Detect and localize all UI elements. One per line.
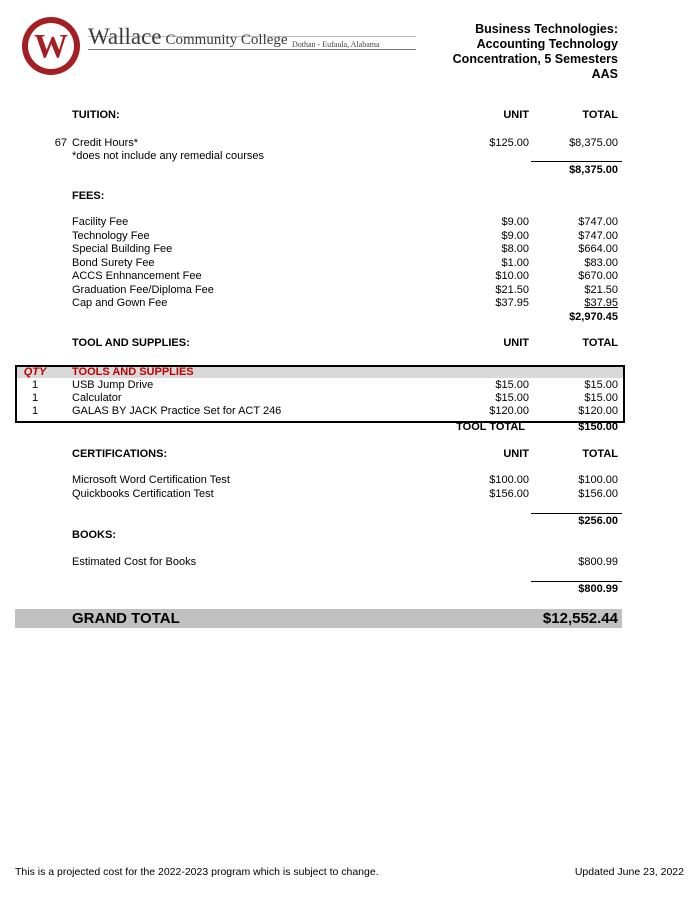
fee-label: Technology Fee (72, 229, 150, 242)
tool-label: GALAS BY JACK Practice Set for ACT 246 (72, 405, 282, 417)
fee-unit: $37.95 (495, 297, 529, 309)
tools-total-header: TOTAL (582, 337, 618, 349)
fee-unit: $9.00 (501, 216, 529, 228)
tool-qty: 1 (31, 405, 39, 417)
college-cities: Dothan - Eufaula, Alabama (292, 40, 380, 49)
program-title-line1: Business Technologies: (475, 22, 618, 36)
tool-unit: $15.00 (495, 392, 529, 404)
program-title-line4: AAS (591, 67, 618, 81)
books-total: $800.99 (578, 556, 618, 568)
fee-label: Graduation Fee/Diploma Fee (72, 283, 214, 296)
tool-total: $15.00 (584, 379, 618, 391)
fee-unit: $8.00 (501, 243, 529, 255)
books-label: Estimated Cost for Books (72, 556, 197, 568)
fee-label: Cap and Gown Fee (72, 297, 168, 309)
footer-updated: Updated June 23, 2022 (574, 866, 684, 878)
tool-total: $120.00 (578, 405, 618, 417)
books-heading: BOOKS: (72, 529, 116, 541)
tuition-item: Credit Hours* (72, 137, 139, 149)
tool-qty: 1 (31, 392, 39, 404)
tools-table-title: TOOLS AND SUPPLIES (72, 366, 194, 378)
program-title-line2: Accounting Technology (476, 37, 618, 51)
tuition-unit: $125.00 (489, 137, 529, 149)
grand-total-value: $12,552.44 (542, 610, 618, 627)
certification-total: $156.00 (578, 487, 618, 500)
college-seal-logo (22, 17, 80, 75)
books-subtotal-rule (531, 581, 622, 582)
tool-total: $15.00 (584, 392, 618, 404)
fee-unit: $9.00 (501, 229, 529, 242)
fee-unit: $21.50 (495, 283, 529, 296)
fee-label: ACCS Enhnancement Fee (72, 270, 202, 282)
college-name-main: Wallace (88, 24, 162, 49)
fee-total: $747.00 (578, 216, 618, 228)
program-title-line3: Concentration, 5 Semesters (452, 52, 618, 66)
fee-label: Special Building Fee (72, 243, 173, 255)
certifications-unit-header: UNIT (503, 448, 529, 460)
fee-label: Facility Fee (72, 216, 129, 228)
tools-total: $150.00 (578, 421, 618, 433)
tuition-subtotal-rule (531, 161, 622, 162)
certification-label: Microsoft Word Certification Test (72, 474, 230, 486)
certifications-subtotal-rule (531, 513, 622, 514)
fee-total: $670.00 (578, 270, 618, 282)
fees-subtotal: $2,970.45 (569, 311, 618, 323)
certification-unit: $156.00 (489, 487, 529, 500)
tools-unit-header: UNIT (503, 337, 529, 349)
tuition-note: *does not include any remedial courses (72, 150, 265, 162)
certification-label: Quickbooks Certification Test (72, 487, 214, 500)
grand-total-label: GRAND TOTAL (72, 610, 180, 627)
program-title (318, 22, 618, 82)
tuition-total: $8,375.00 (569, 137, 618, 149)
tool-unit: $120.00 (489, 405, 529, 417)
college-name (88, 24, 288, 50)
college-name-rest: Community College (165, 32, 288, 48)
fees-heading: FEES: (72, 190, 105, 202)
tools-heading: TOOL AND SUPPLIES: (72, 337, 190, 349)
fee-unit: $10.00 (495, 270, 529, 282)
fee-total: $664.00 (578, 243, 618, 255)
fee-total: $37.95 (584, 297, 618, 309)
fee-unit: $1.00 (501, 256, 529, 269)
certification-unit: $100.00 (489, 474, 529, 486)
certifications-subtotal: $256.00 (578, 515, 618, 527)
fee-label: Bond Surety Fee (72, 256, 155, 269)
certification-total: $100.00 (578, 474, 618, 486)
tool-qty: 1 (31, 379, 39, 391)
tool-label: USB Jump Drive (72, 379, 154, 391)
fee-total: $21.50 (584, 283, 618, 296)
tools-total-label: TOOL TOTAL (456, 421, 525, 433)
tuition-total-header: TOTAL (582, 109, 618, 121)
tools-qty-header: QTY (23, 366, 47, 378)
certifications-total-header: TOTAL (582, 448, 618, 460)
fee-total: $747.00 (578, 229, 618, 242)
tuition-qty: 67 (54, 137, 67, 149)
fee-total: $83.00 (584, 256, 618, 269)
tuition-heading: TUITION: (72, 109, 120, 121)
tool-unit: $15.00 (495, 379, 529, 391)
books-subtotal: $800.99 (578, 583, 618, 595)
certifications-heading: CERTIFICATIONS: (72, 448, 168, 460)
seal-letter: W (34, 28, 68, 65)
footer-note: This is a projected cost for the 2022-2023 program which is subject to change. (15, 866, 379, 878)
tool-label: Calculator (72, 392, 122, 404)
tuition-subtotal: $8,375.00 (569, 164, 618, 176)
tuition-unit-header: UNIT (503, 109, 529, 121)
